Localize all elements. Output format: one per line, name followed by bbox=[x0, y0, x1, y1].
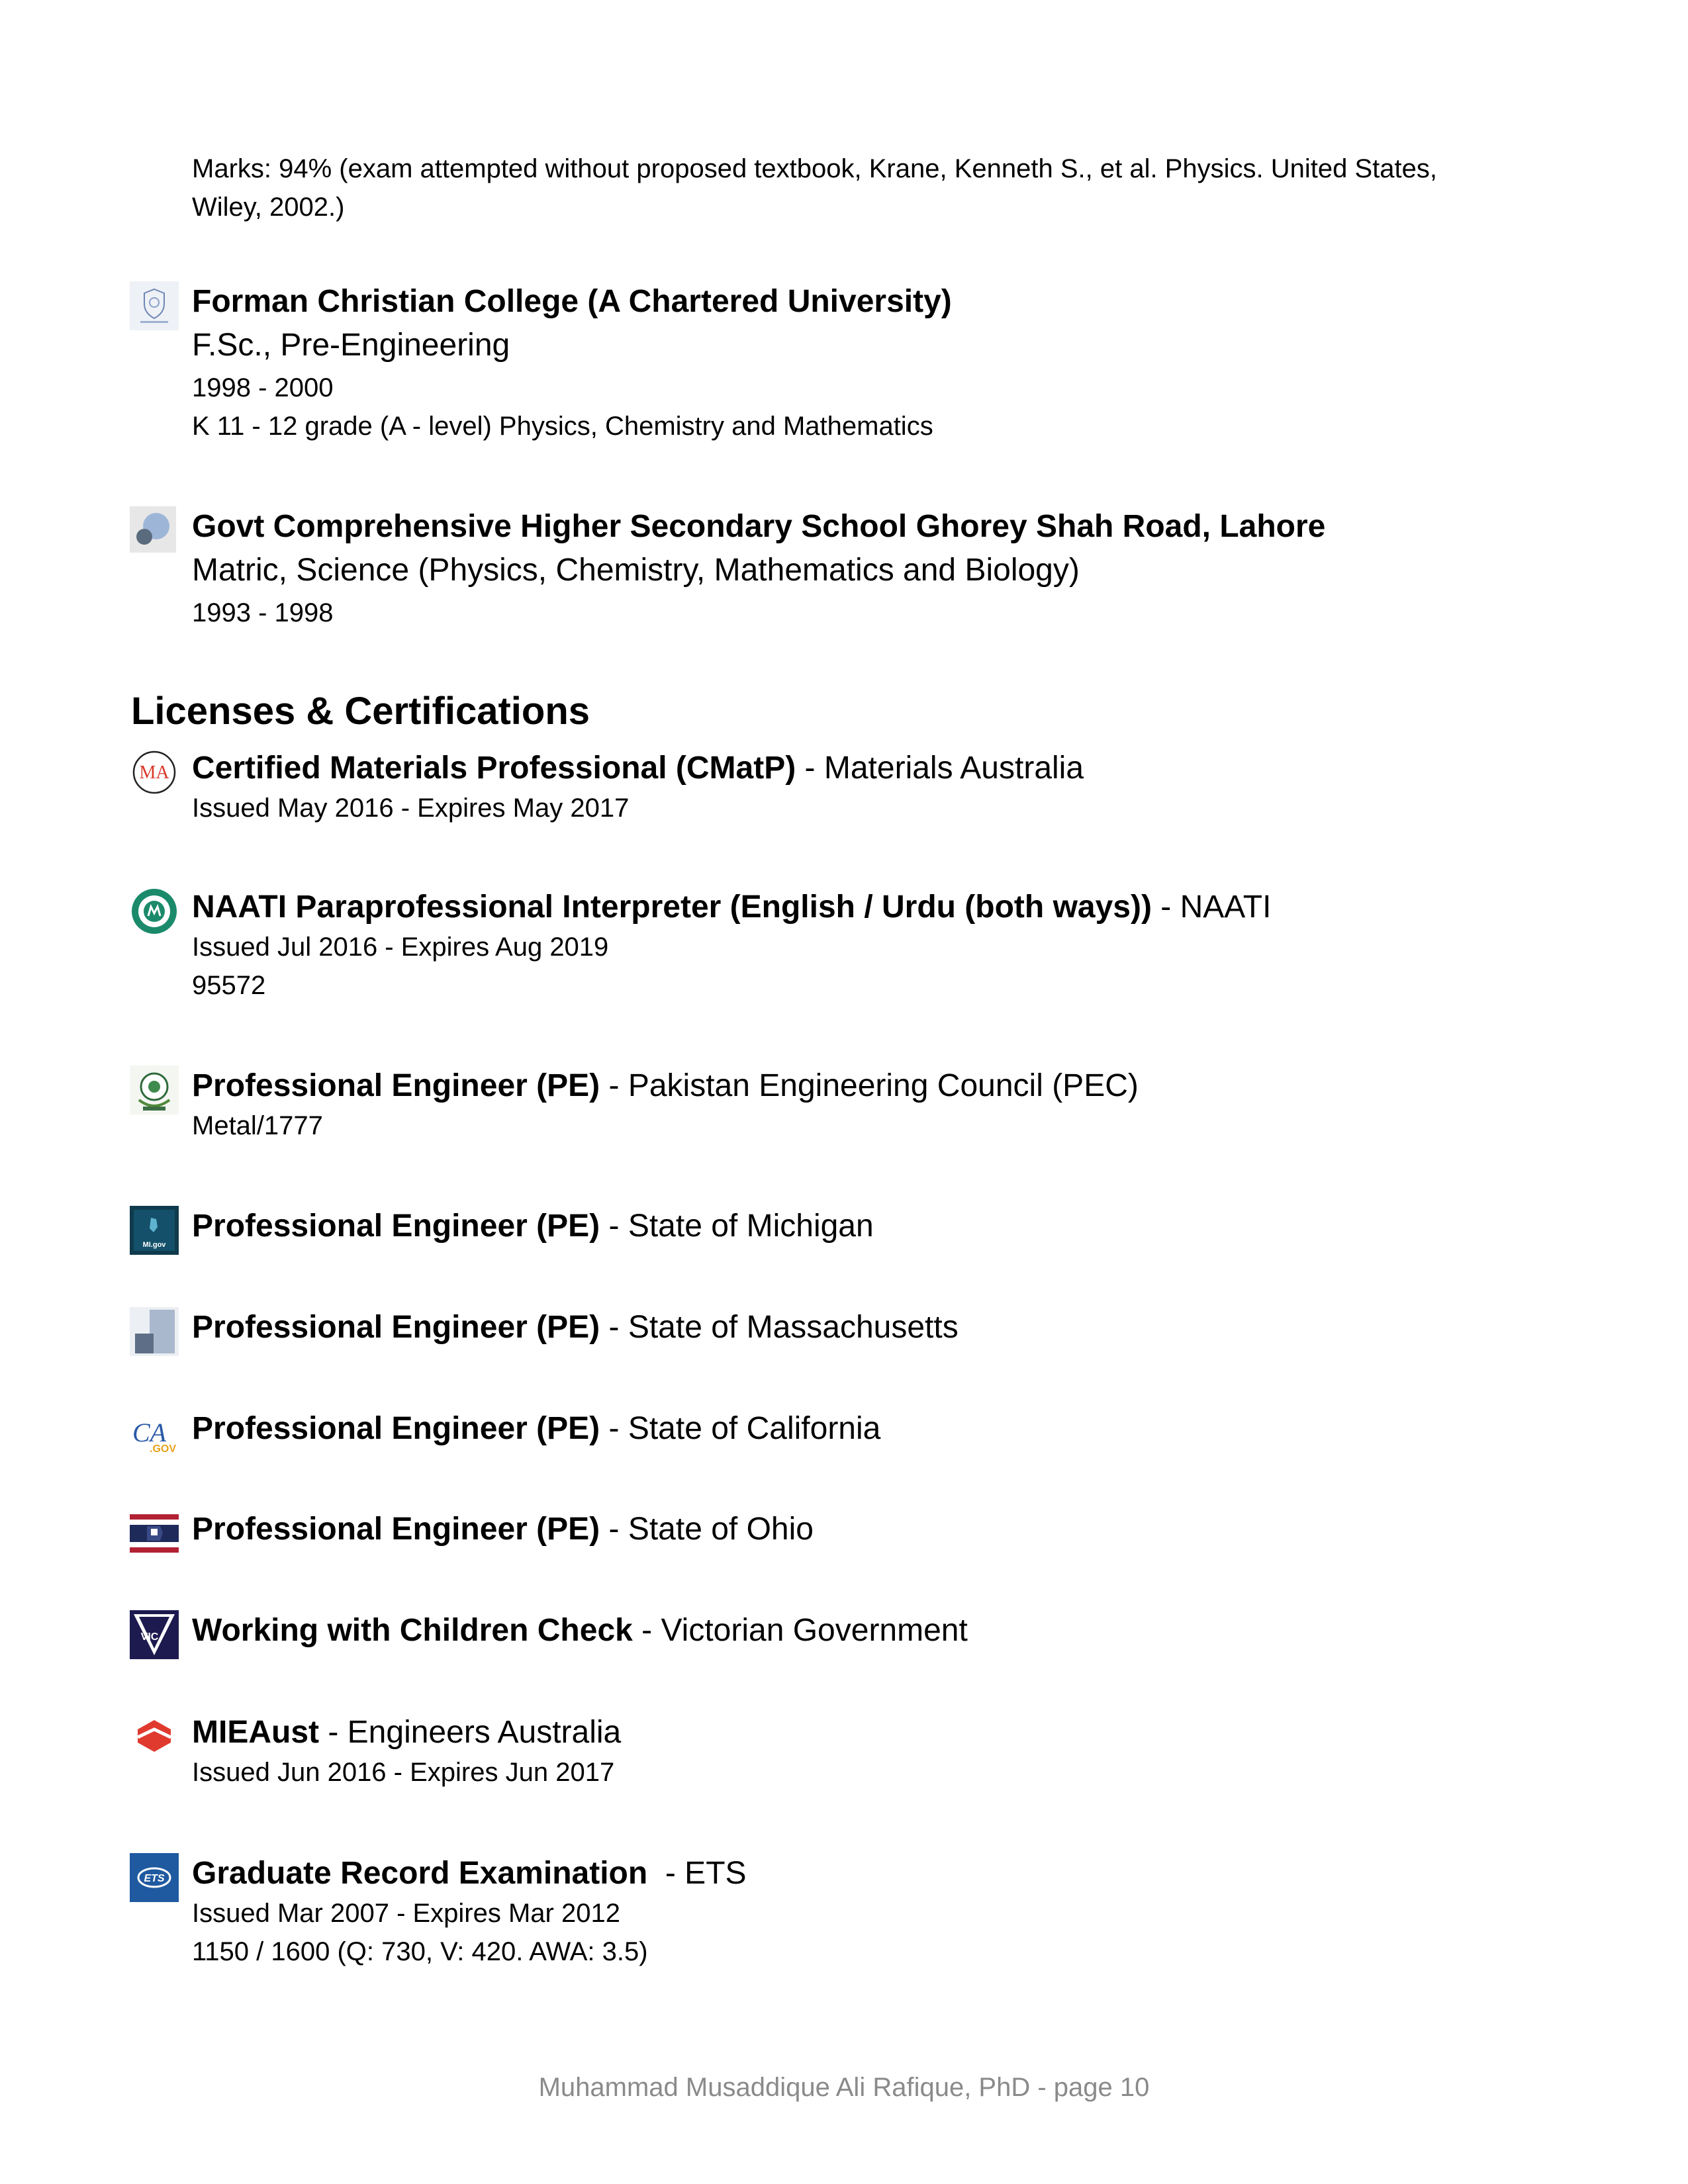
license-issuer: - Victorian Government bbox=[632, 1613, 968, 1648]
michigan-logo-icon bbox=[130, 1206, 179, 1255]
ca-logo-text: CA bbox=[132, 1418, 167, 1447]
license-title bbox=[192, 887, 1516, 928]
license-title bbox=[192, 1712, 1516, 1753]
license-name: Professional Engineer (PE) bbox=[192, 1411, 600, 1446]
years: 1998 - 2000 bbox=[192, 373, 334, 402]
license-issuer: - State of Massachusetts bbox=[600, 1310, 959, 1345]
school-name: Forman Christian College (A Chartered University) bbox=[192, 284, 952, 319]
education-body bbox=[192, 281, 1516, 445]
license-name: Professional Engineer (PE) bbox=[192, 1068, 600, 1103]
license-credential: 1150 / 1600 (Q: 730, V: 420. AWA: 3.5) bbox=[192, 1937, 648, 1966]
license-body bbox=[192, 1066, 1516, 1145]
license-body bbox=[192, 1307, 1516, 1348]
license-issuer: - State of California bbox=[600, 1411, 881, 1446]
licenses-heading: Licenses & Certifications bbox=[131, 690, 590, 733]
license-name: NAATI Paraprofessional Interpreter (English / Urdu (both ways)) bbox=[192, 889, 1152, 925]
license-issuer: - NAATI bbox=[1151, 889, 1272, 925]
license-issuer: - Materials Australia bbox=[796, 751, 1084, 786]
school-name: Govt Comprehensive Higher Secondary School Ghorey Shah Road, Lahore bbox=[192, 509, 1326, 544]
massachusetts-placeholder-logo-icon bbox=[130, 1307, 179, 1356]
degree: Matric, Science (Physics, Chemistry, Mathematics and Biology) bbox=[192, 553, 1080, 588]
license-body bbox=[192, 1206, 1516, 1247]
forman-college-logo-icon bbox=[130, 281, 179, 330]
license-issuer: - State of Michigan bbox=[600, 1208, 874, 1244]
license-body bbox=[192, 1408, 1516, 1449]
ca-gov-logo-text: .GOV bbox=[150, 1443, 177, 1455]
license-issuer: - ETS bbox=[656, 1856, 747, 1891]
license-title bbox=[192, 1206, 1516, 1247]
license-body bbox=[192, 887, 1516, 1005]
license-name: Professional Engineer (PE) bbox=[192, 1310, 600, 1345]
ohio-flag-logo-icon bbox=[130, 1509, 179, 1558]
pec-emblem-logo-icon bbox=[130, 1066, 179, 1115]
victoria-gov-logo-icon bbox=[130, 1610, 179, 1659]
naati-logo-icon bbox=[130, 887, 179, 936]
license-title bbox=[192, 1408, 1516, 1449]
license-name: Graduate Record Examination bbox=[192, 1856, 657, 1891]
license-name: Professional Engineer (PE) bbox=[192, 1512, 600, 1547]
page-footer: Muhammad Musaddique Ali Rafique, PhD - page 10 bbox=[538, 2073, 1150, 2102]
license-dates: Issued May 2016 - Expires May 2017 bbox=[192, 794, 630, 823]
license-body bbox=[192, 1610, 1516, 1651]
license-title bbox=[192, 1509, 1516, 1550]
michigan-logo-text: MI.gov bbox=[142, 1241, 166, 1249]
materials-australia-logo-icon bbox=[130, 748, 179, 797]
license-title bbox=[192, 748, 1516, 789]
education-body bbox=[192, 506, 1516, 632]
ets-logo-icon bbox=[130, 1853, 179, 1902]
school-placeholder-logo-icon bbox=[130, 506, 179, 555]
license-dates: Issued Jun 2016 - Expires Jun 2017 bbox=[192, 1758, 615, 1787]
license-issuer: - Pakistan Engineering Council (PEC) bbox=[600, 1068, 1139, 1103]
license-body bbox=[192, 1712, 1516, 1792]
license-name: Working with Children Check bbox=[192, 1613, 633, 1648]
degree: F.Sc., Pre-Engineering bbox=[192, 328, 510, 363]
years: 1993 - 1998 bbox=[192, 598, 334, 627]
license-issuer: - Engineers Australia bbox=[319, 1715, 622, 1750]
engineers-australia-logo-icon bbox=[130, 1712, 179, 1761]
california-gov-logo-icon bbox=[130, 1408, 179, 1457]
license-title bbox=[192, 1307, 1516, 1348]
license-name: MIEAust bbox=[192, 1715, 319, 1750]
license-name: Professional Engineer (PE) bbox=[192, 1208, 600, 1244]
vic-logo-text: VIC bbox=[140, 1631, 159, 1643]
license-title bbox=[192, 1066, 1516, 1107]
education-detail: K 11 - 12 grade (A - level) Physics, Chemistry and Mathematics bbox=[192, 412, 933, 441]
license-dates: Issued Jul 2016 - Expires Aug 2019 bbox=[192, 933, 609, 962]
ets-logo-text: ETS bbox=[144, 1873, 165, 1884]
license-dates: Issued Mar 2007 - Expires Mar 2012 bbox=[192, 1899, 620, 1928]
license-title bbox=[192, 1853, 1516, 1894]
license-issuer: - State of Ohio bbox=[600, 1512, 814, 1547]
license-name: Certified Materials Professional (CMatP) bbox=[192, 751, 796, 786]
license-credential: 95572 bbox=[192, 971, 266, 1000]
marks-note: Marks: 94% (exam attempted without proposed textbook, Krane, Kenneth S., et al. Physics. United States, Wiley, 2002.) bbox=[192, 154, 1437, 222]
ma-logo-text: MA bbox=[139, 762, 169, 783]
license-body bbox=[192, 748, 1516, 827]
license-credential: Metal/1777 bbox=[192, 1111, 323, 1140]
license-title bbox=[192, 1610, 1516, 1651]
license-body bbox=[192, 1509, 1516, 1550]
license-body bbox=[192, 1853, 1516, 1971]
